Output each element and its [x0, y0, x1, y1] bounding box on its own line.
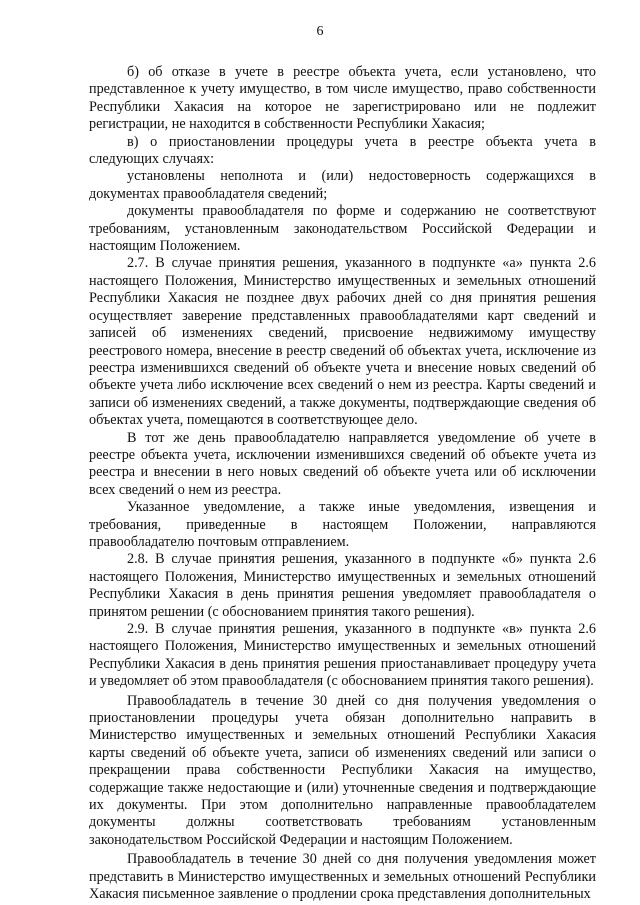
paragraph-extension-request: Правообладатель в течение 30 дней со дня получения уведомления может представить в Министерство имущественных и земельных отношений Республики Хакасия письменное заявление о продлении срока представления дополнительных	[89, 851, 596, 903]
paragraph-incompleteness: установлены неполнота и (или) недостоверность содержащихся в документах правообладателя сведений;	[89, 168, 596, 202]
document-body	[89, 64, 596, 904]
paragraph-refusal: б) об отказе в учете в реестре объекта учета, если установлено, что представленное к учету имущество, в том числе имущество, право собственности Республики Хакасия на которое не зарегистрировано или не подлежит регистрации, не находится в собственности Республики Хакасия;	[89, 64, 596, 133]
paragraph-additional-documents: Правообладатель в течение 30 дней со дня получения уведомления о приостановлении процедуры учета обязан дополнительно направить в Министерство имущественных и земельных отношений Республики Хакасия карты сведений об объекте учета, записи об изменениях сведений или записи о прекращении права собственности Республики Хакасия на имущество, содержащие также недостающие и (или) уточненные сведения и подтверждающие их документы. При этом дополнительно направленные правообладателем документы должны соответствовать требованиям установленным законодательством Российской Федерации и настоящим Положением.	[89, 692, 596, 848]
paragraph-2-9: 2.9. В случае принятия решения, указанного в подпункте «в» пункта 2.6 настоящего Положения, Министерство имущественных и земельных отношений Республики Хакасия в день принятия решения приостанавливает процедуру учета и уведомляет об этом правообладателя (с обоснованием принятия такого решения).	[89, 621, 596, 690]
page-number: 6	[316, 24, 324, 39]
paragraph-2-7: 2.7. В случае принятия решения, указанного в подпункте «а» пункта 2.6 настоящего Положения, Министерство имущественных и земельных отношений Республики Хакасия не позднее двух рабочих дней со дня принятия решения осуществляет заверение представленных правообладателями карт сведений и записей об изменениях сведений, присвоение недвижимому имуществу реестрового номера, внесение в реестр сведений об объектах учета, исключение из реестра изменившихся сведений об объекте учета и внесение новых сведений об объекте учета либо исключение всех сведений о нем из реестра. Карты сведений и записи об изменениях сведений, а также документы, подтверждающие сведения об объектах учета, помещаются в соответствующее дело.	[89, 255, 596, 429]
paragraph-nonconformity: документы правообладателя по форме и содержанию не соответствуют требованиям, установленным законодательством Российской Федерации и настоящим Положением.	[89, 203, 596, 255]
paragraph-suspension: в) о приостановлении процедуры учета в реестре объекта учета в следующих случаях:	[89, 133, 596, 168]
paragraph-postal-delivery: Указанное уведомление, а также иные уведомления, извещения и требования, приведенные в настоящем Положении, направляются правообладателю почтовым отправлением.	[89, 499, 596, 550]
paragraph-notification: В тот же день правообладателю направляется уведомление об учете в реестре объекта учета, исключении изменившихся сведений об объекте учета из реестра и внесении в него новых сведений об объекте учета или об исключении всех сведений о нем из реестра.	[89, 429, 596, 498]
paragraph-2-8: 2.8. В случае принятия решения, указанного в подпункте «б» пункта 2.6 настоящего Положения, Министерство имущественных и земельных отношений Республики Хакасия в день принятия решения уведомляет правообладателя о принятом решении (с обоснованием принятия такого решения).	[89, 551, 596, 620]
